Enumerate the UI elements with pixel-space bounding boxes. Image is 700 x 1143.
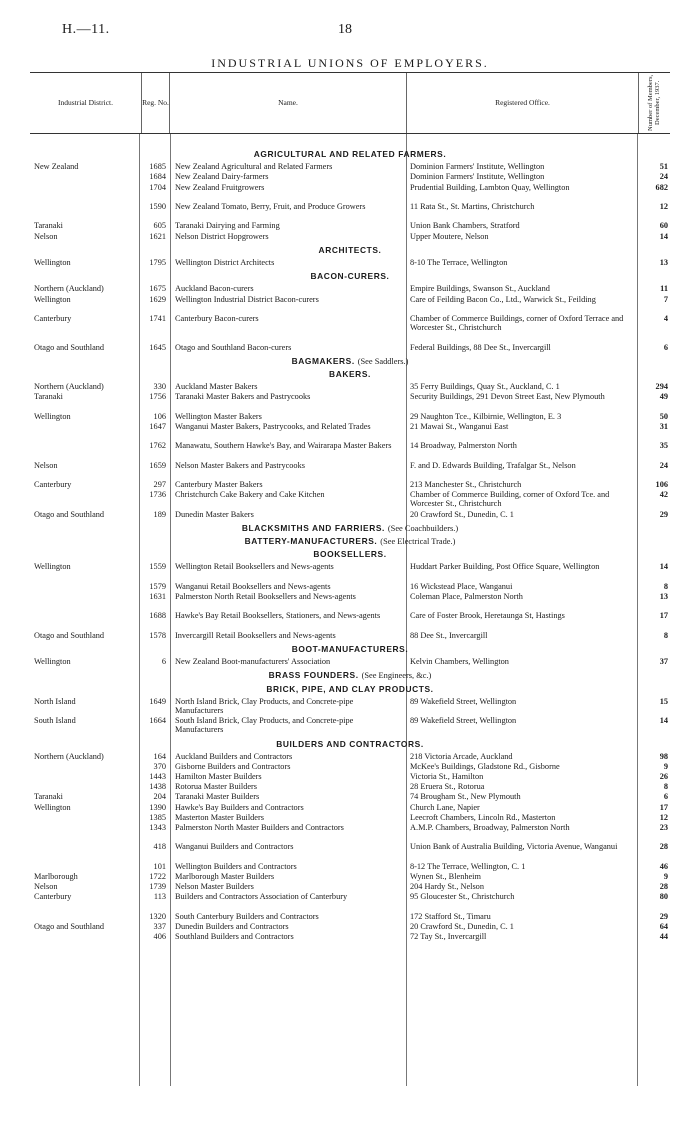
- members-cell: 49: [659, 392, 668, 402]
- name-cell: Nelson Master Bakers and Pastrycooks: [175, 460, 305, 470]
- table-row: [30, 232, 670, 242]
- name-cell: Wellington Master Bakers: [175, 411, 262, 421]
- table-row: [30, 752, 670, 762]
- office-cell: 20 Crawford St., Dunedin, C. 1: [410, 921, 514, 931]
- reg-no-cell: 1739: [149, 882, 166, 892]
- reg-no-cell: 297: [153, 480, 166, 490]
- section-title: BATTERY-MANUFACTURERS.: [244, 536, 378, 546]
- reg-no-cell: 1621: [149, 231, 166, 241]
- table-row: [30, 882, 670, 892]
- office-cell: Huddart Parker Building, Post Office Square, Wellington: [410, 562, 600, 572]
- table-row: [30, 490, 670, 509]
- office-cell: 74 Brougham St., New Plymouth: [410, 792, 521, 802]
- reg-no-cell: 1684: [149, 172, 166, 182]
- section-heading: [30, 671, 670, 680]
- reg-no-cell: 1722: [149, 872, 166, 882]
- district-cell: Northern (Auckland): [34, 382, 104, 392]
- members-cell: 51: [659, 162, 668, 172]
- members-cell: 44: [659, 932, 668, 942]
- table-row: [30, 258, 670, 268]
- table-row: [30, 510, 670, 520]
- reg-no-cell: 1762: [149, 441, 166, 451]
- reg-no-cell: 418: [153, 842, 166, 852]
- members-cell: 28: [659, 842, 668, 852]
- table-row: [30, 295, 670, 314]
- reg-no-cell: 1559: [149, 562, 166, 572]
- name-cell: Dunedin Master Bakers: [175, 509, 254, 519]
- section-cross-reference: (See Saddlers.): [357, 356, 409, 366]
- header-members: [639, 73, 670, 133]
- table-row: [30, 392, 670, 411]
- reg-no-cell: 1741: [149, 313, 166, 323]
- reg-no-cell: 113: [153, 892, 166, 902]
- table-row: [30, 803, 670, 813]
- district-cell: Canterbury: [34, 480, 72, 490]
- office-cell: 204 Hardy St., Nelson: [410, 882, 484, 892]
- members-cell: 64: [659, 921, 668, 931]
- table-row: [30, 762, 670, 772]
- name-cell: Rotorua Master Builders: [175, 782, 258, 792]
- table-row: [30, 823, 670, 842]
- section-title: BRASS FOUNDERS.: [268, 670, 359, 681]
- table-row: [30, 562, 670, 581]
- name-cell: New Zealand Boot-manufacturers' Association: [175, 657, 331, 667]
- reg-no-cell: 1659: [149, 460, 166, 470]
- name-cell: Taranaki Master Builders: [175, 792, 260, 802]
- district-cell: Wellington: [34, 657, 71, 667]
- table-row: [30, 592, 670, 611]
- office-cell: Coleman Place, Palmerston North: [410, 591, 523, 601]
- name-cell: Otago and Southland Bacon-curers: [175, 342, 292, 352]
- table-row: [30, 782, 670, 792]
- office-cell: Upper Moutere, Nelson: [410, 231, 489, 241]
- office-cell: 8-10 The Terrace, Wellington: [410, 257, 508, 267]
- reg-no-cell: 1578: [149, 630, 166, 640]
- document-code: H.—11.: [62, 22, 110, 37]
- name-cell: Auckland Master Bakers: [175, 382, 258, 392]
- office-cell: Chamber of Commerce Buildings, corner of Oxford Terrace and Worcester St., Christchurch: [410, 313, 624, 333]
- table-row: [30, 697, 670, 716]
- table-row: [30, 202, 670, 221]
- members-cell: 14: [659, 716, 668, 726]
- office-cell: 172 Stafford St., Timaru: [410, 911, 491, 921]
- section-heading: [30, 246, 670, 255]
- name-cell: Palmerston North Master Builders and Contractors: [175, 823, 344, 833]
- table-row: [30, 162, 670, 172]
- reg-no-cell: 164: [153, 751, 166, 761]
- office-cell: Union Bank Chambers, Stratford: [410, 221, 520, 231]
- office-cell: Care of Feilding Bacon Co., Ltd., Warwick St., Feilding: [410, 294, 596, 304]
- members-cell: 60: [659, 221, 668, 231]
- office-cell: 89 Wakefield Street, Wellington: [410, 716, 517, 726]
- section-heading: [30, 370, 670, 379]
- name-cell: Palmerston North Retail Booksellers and News-agents: [175, 591, 356, 601]
- name-cell: Auckland Bacon-curers: [175, 284, 254, 294]
- name-cell: South Island Brick, Clay Products, and Concrete-pipe Manufacturers: [175, 716, 354, 735]
- reg-no-cell: 1664: [149, 716, 166, 726]
- office-cell: 11 Rata St., St. Martins, Christchurch: [410, 201, 535, 211]
- members-cell: 8: [663, 630, 668, 640]
- members-cell: 106: [655, 480, 668, 490]
- table-row: [30, 631, 670, 641]
- table-row: [30, 772, 670, 782]
- section-title: ARCHITECTS.: [318, 244, 382, 255]
- table-row: [30, 716, 670, 735]
- name-cell: Wanganui Master Bakers, Pastrycooks, and Related Trades: [175, 421, 371, 431]
- name-cell: Canterbury Master Bakers: [175, 480, 263, 490]
- table-row: [30, 872, 670, 882]
- office-cell: A.M.P. Chambers, Broadway, Palmerston North: [410, 823, 570, 833]
- district-cell: South Island: [34, 716, 76, 726]
- district-cell: Otago and Southland: [34, 342, 105, 352]
- name-cell: Wanganui Retail Booksellers and News-agents: [175, 581, 331, 591]
- section-heading: [30, 550, 670, 559]
- reg-no-cell: 106: [153, 411, 166, 421]
- name-cell: Taranaki Master Bakers and Pastrycooks: [175, 392, 311, 402]
- header-members-label: Number of Members, December, 1937.: [646, 74, 661, 132]
- office-cell: Victoria St., Hamilton: [410, 772, 484, 782]
- members-cell: 42: [659, 490, 668, 500]
- office-cell: Dominion Farmers' Institute, Wellington: [410, 172, 545, 182]
- office-cell: 14 Broadway, Palmerston North: [410, 441, 517, 451]
- office-cell: Federal Buildings, 88 Dee St., Invercargill: [410, 342, 551, 352]
- table-row: [30, 892, 670, 911]
- members-cell: 14: [659, 562, 668, 572]
- members-cell: 9: [663, 872, 668, 882]
- members-cell: 98: [659, 751, 668, 761]
- table-header: [30, 72, 670, 134]
- members-cell: 29: [659, 509, 668, 519]
- table-row: [30, 912, 670, 922]
- office-cell: 21 Mawai St., Wanganui East: [410, 421, 509, 431]
- district-cell: Otago and Southland: [34, 921, 105, 931]
- members-cell: 9: [663, 761, 668, 771]
- reg-no-cell: 1320: [149, 911, 166, 921]
- members-cell: 17: [659, 611, 668, 621]
- members-cell: 80: [659, 892, 668, 902]
- name-cell: Dunedin Builders and Contractors: [175, 921, 289, 931]
- district-cell: North Island: [34, 696, 76, 706]
- header-district: Industrial District.: [30, 73, 142, 133]
- reg-no-cell: 1649: [149, 696, 166, 706]
- page-title: INDUSTRIAL UNIONS OF EMPLOYERS.: [211, 56, 489, 70]
- district-cell: Canterbury: [34, 313, 72, 323]
- table-row: [30, 314, 670, 343]
- reg-no-cell: 1343: [149, 823, 166, 833]
- section-heading: [30, 740, 670, 749]
- reg-no-cell: 337: [153, 921, 166, 931]
- reg-no-cell: 101: [153, 861, 166, 871]
- section-title: BOOKSELLERS.: [313, 549, 387, 560]
- district-cell: Wellington: [34, 802, 71, 812]
- office-cell: 8-12 The Terrace, Wellington, C. 1: [410, 861, 526, 871]
- district-cell: Taranaki: [34, 392, 63, 402]
- reg-no-cell: 1756: [149, 392, 166, 402]
- district-cell: Taranaki: [34, 221, 63, 231]
- table-row: [30, 582, 670, 592]
- members-cell: 6: [663, 792, 668, 802]
- section-heading: [30, 685, 670, 694]
- district-cell: Wellington: [34, 411, 71, 421]
- office-cell: 89 Wakefield Street, Wellington: [410, 696, 517, 706]
- name-cell: Auckland Builders and Contractors: [175, 751, 293, 761]
- members-cell: 26: [659, 772, 668, 782]
- members-cell: 13: [659, 591, 668, 601]
- reg-no-cell: 1795: [149, 257, 166, 267]
- name-cell: Marlborough Master Builders: [175, 872, 275, 882]
- reg-no-cell: 370: [153, 761, 166, 771]
- reg-no-cell: 1438: [149, 782, 166, 792]
- members-cell: 46: [659, 861, 668, 871]
- reg-no-cell: 1647: [149, 421, 166, 431]
- members-cell: 35: [659, 441, 668, 451]
- office-cell: 28 Eruera St., Rotorua: [410, 782, 485, 792]
- office-cell: Empire Buildings, Swanson St., Auckland: [410, 284, 550, 294]
- name-cell: South Canterbury Builders and Contractors: [175, 911, 319, 921]
- reg-no-cell: 1385: [149, 812, 166, 822]
- members-cell: 37: [659, 657, 668, 667]
- name-cell: Gisborne Builders and Contractors: [175, 761, 291, 771]
- table-row: [30, 792, 670, 802]
- district-cell: Marlborough: [34, 872, 78, 882]
- district-cell: Nelson: [34, 882, 58, 892]
- office-cell: Kelvin Chambers, Wellington: [410, 657, 509, 667]
- table-row: [30, 183, 670, 202]
- table-row: [30, 480, 670, 490]
- table-row: [30, 922, 670, 932]
- members-cell: 24: [659, 460, 668, 470]
- table-row: [30, 842, 670, 861]
- table-row: [30, 412, 670, 422]
- header-reg-no: Reg. No.: [142, 73, 170, 133]
- name-cell: Hawke's Bay Builders and Contractors: [175, 802, 304, 812]
- name-cell: New Zealand Dairy-farmers: [175, 172, 269, 182]
- members-cell: 31: [659, 421, 668, 431]
- table-row: [30, 611, 670, 630]
- table-row: [30, 461, 670, 480]
- name-cell: New Zealand Fruitgrowers: [175, 182, 265, 192]
- table-row: [30, 932, 670, 942]
- district-cell: Nelson: [34, 460, 58, 470]
- name-cell: Manawatu, Southern Hawke's Bay, and Wairarapa Master Bakers: [175, 441, 392, 451]
- office-cell: Prudential Building, Lambton Quay, Wellington: [410, 182, 570, 192]
- reg-no-cell: 1675: [149, 284, 166, 294]
- office-cell: Union Bank of Australia Building, Victoria Avenue, Wanganui: [410, 842, 618, 852]
- office-cell: 72 Tay St., Invercargill: [410, 932, 487, 942]
- name-cell: Nelson Master Builders: [175, 882, 254, 892]
- members-cell: 12: [659, 812, 668, 822]
- reg-no-cell: 1590: [149, 201, 166, 211]
- section-title: BAGMAKERS.: [291, 355, 355, 366]
- reg-no-cell: 1390: [149, 802, 166, 812]
- district-cell: Wellington: [34, 294, 71, 304]
- reg-no-cell: 1736: [149, 490, 166, 500]
- district-cell: Otago and Southland: [34, 630, 105, 640]
- section-heading: [30, 272, 670, 281]
- name-cell: North Island Brick, Clay Products, and Concrete-pipe Manufacturers: [175, 696, 354, 715]
- members-cell: 6: [663, 342, 668, 352]
- members-cell: 29: [659, 911, 668, 921]
- members-cell: 15: [659, 696, 668, 706]
- members-cell: 23: [659, 823, 668, 833]
- name-cell: Invercargill Retail Booksellers and News-agents: [175, 630, 336, 640]
- office-cell: 218 Victoria Arcade, Auckland: [410, 751, 513, 761]
- office-cell: F. and D. Edwards Building, Trafalgar St., Nelson: [410, 460, 576, 470]
- reg-no-cell: 1631: [149, 591, 166, 601]
- name-cell: Wellington District Architects: [175, 257, 275, 267]
- header-name: Name.: [170, 73, 407, 133]
- reg-no-cell: 1645: [149, 342, 166, 352]
- members-cell: 50: [659, 411, 668, 421]
- reg-no-cell: 1579: [149, 581, 166, 591]
- name-cell: Builders and Contractors Association of Canterbury: [175, 892, 348, 902]
- section-heading: [30, 357, 670, 366]
- members-cell: 13: [659, 257, 668, 267]
- office-cell: Wynen St., Blenheim: [410, 872, 481, 882]
- office-cell: McKee's Buildings, Gladstone Rd., Gisborne: [410, 761, 560, 771]
- reg-no-cell: 1629: [149, 294, 166, 304]
- name-cell: Southland Builders and Contractors: [175, 932, 294, 942]
- members-cell: 11: [660, 284, 668, 294]
- reg-no-cell: 189: [153, 509, 166, 519]
- members-cell: 7: [663, 294, 668, 304]
- name-cell: Nelson District Hopgrowers: [175, 231, 269, 241]
- district-cell: Northern (Auckland): [34, 284, 104, 294]
- reg-no-cell: 204: [153, 792, 166, 802]
- office-cell: Dominion Farmers' Institute, Wellington: [410, 162, 545, 172]
- office-cell: 20 Crawford St., Dunedin, C. 1: [410, 509, 514, 519]
- table-row: [30, 382, 670, 392]
- section-cross-reference: (See Engineers, &c.): [361, 671, 432, 681]
- name-cell: Wanganui Builders and Contractors: [175, 842, 294, 852]
- office-cell: 29 Naughton Tce., Kilbirnie, Wellington, E. 3: [410, 411, 562, 421]
- members-cell: 682: [655, 182, 668, 192]
- name-cell: Wellington Industrial District Bacon-curers: [175, 294, 319, 304]
- table-row: [30, 441, 670, 460]
- members-cell: 24: [659, 172, 668, 182]
- table-row: [30, 172, 670, 182]
- name-cell: Christchurch Cake Bakery and Cake Kitchen: [175, 490, 325, 500]
- page-number: 18: [338, 22, 352, 37]
- office-cell: 95 Gloucester St., Christchurch: [410, 892, 515, 902]
- office-cell: 16 Wickstead Place, Wanganui: [410, 581, 513, 591]
- office-cell: 213 Manchester St., Christchurch: [410, 480, 522, 490]
- name-cell: Wellington Builders and Contractors: [175, 861, 297, 871]
- office-cell: Care of Foster Brook, Heretaunga St, Hastings: [410, 611, 565, 621]
- members-cell: 28: [659, 882, 668, 892]
- reg-no-cell: 1704: [149, 182, 166, 192]
- table-row: [30, 422, 670, 441]
- members-cell: 14: [659, 231, 668, 241]
- page-header: [0, 22, 700, 42]
- district-cell: Taranaki: [34, 792, 63, 802]
- district-cell: New Zealand: [34, 162, 79, 172]
- section-title: BACON-CURERS.: [310, 271, 390, 282]
- table-row: [30, 343, 670, 353]
- district-cell: Nelson: [34, 231, 58, 241]
- table-row: [30, 813, 670, 823]
- table-row: [30, 862, 670, 872]
- section-heading: [30, 645, 670, 654]
- name-cell: Canterbury Bacon-curers: [175, 313, 259, 323]
- members-cell: 8: [663, 581, 668, 591]
- table-row: [30, 221, 670, 231]
- name-cell: Masterton Master Builders: [175, 812, 264, 822]
- reg-no-cell: 6: [161, 657, 166, 667]
- name-cell: Wellington Retail Booksellers and News-agents: [175, 562, 334, 572]
- section-cross-reference: (See Electrical Trade.): [380, 537, 456, 546]
- office-cell: Leecroft Chambers, Lincoln Rd., Masterton: [410, 812, 556, 822]
- name-cell: New Zealand Agricultural and Related Farmers: [175, 162, 333, 172]
- section-title: BOOT-MANUFACTURERS.: [291, 643, 409, 654]
- district-cell: Wellington: [34, 562, 71, 572]
- section-cross-reference: (See Coachbuilders.): [387, 523, 459, 533]
- section-title: BAKERS.: [329, 368, 371, 379]
- section-heading: [30, 537, 670, 546]
- name-cell: New Zealand Tomato, Berry, Fruit, and Produce Growers: [175, 201, 366, 211]
- office-cell: 88 Dee St., Invercargill: [410, 630, 488, 640]
- office-cell: 35 Ferry Buildings, Quay St., Auckland, C. 1: [410, 382, 560, 392]
- reg-no-cell: 1688: [149, 611, 166, 621]
- section-title: BRICK, PIPE, AND CLAY PRODUCTS.: [266, 683, 434, 694]
- members-cell: 17: [659, 802, 668, 812]
- section-title: BUILDERS AND CONTRACTORS.: [276, 738, 424, 749]
- section-heading: [30, 150, 670, 159]
- reg-no-cell: 605: [153, 221, 166, 231]
- reg-no-cell: 1443: [149, 772, 166, 782]
- reg-no-cell: 1685: [149, 162, 166, 172]
- table-body: [30, 146, 670, 942]
- reg-no-cell: 330: [153, 382, 166, 392]
- district-cell: Northern (Auckland): [34, 751, 104, 761]
- office-cell: Chamber of Commerce Building, corner of Oxford Tce. and Worcester St., Christchurch: [410, 490, 610, 509]
- members-cell: 294: [655, 382, 668, 392]
- name-cell: Taranaki Dairying and Farming: [175, 221, 280, 231]
- members-cell: 8: [663, 782, 668, 792]
- district-cell: Otago and Southland: [34, 509, 105, 519]
- reg-no-cell: 406: [153, 932, 166, 942]
- name-cell: Hamilton Master Builders: [175, 772, 262, 782]
- table-row: [30, 657, 670, 667]
- table-row: [30, 284, 670, 294]
- name-cell: Hawke's Bay Retail Booksellers, Stationers, and News-agents: [175, 611, 381, 621]
- members-cell: 12: [659, 201, 668, 211]
- section-title: AGRICULTURAL AND RELATED FARMERS.: [253, 149, 447, 159]
- district-cell: Canterbury: [34, 892, 72, 902]
- section-heading: [30, 524, 670, 533]
- office-cell: Security Buildings, 291 Devon Street East, New Plymouth: [410, 392, 605, 402]
- district-cell: Wellington: [34, 257, 71, 267]
- office-cell: Church Lane, Napier: [410, 802, 480, 812]
- header-office: Registered Office.: [407, 73, 639, 133]
- members-cell: 4: [663, 313, 668, 323]
- section-title: BLACKSMITHS AND FARRIERS.: [241, 522, 385, 533]
